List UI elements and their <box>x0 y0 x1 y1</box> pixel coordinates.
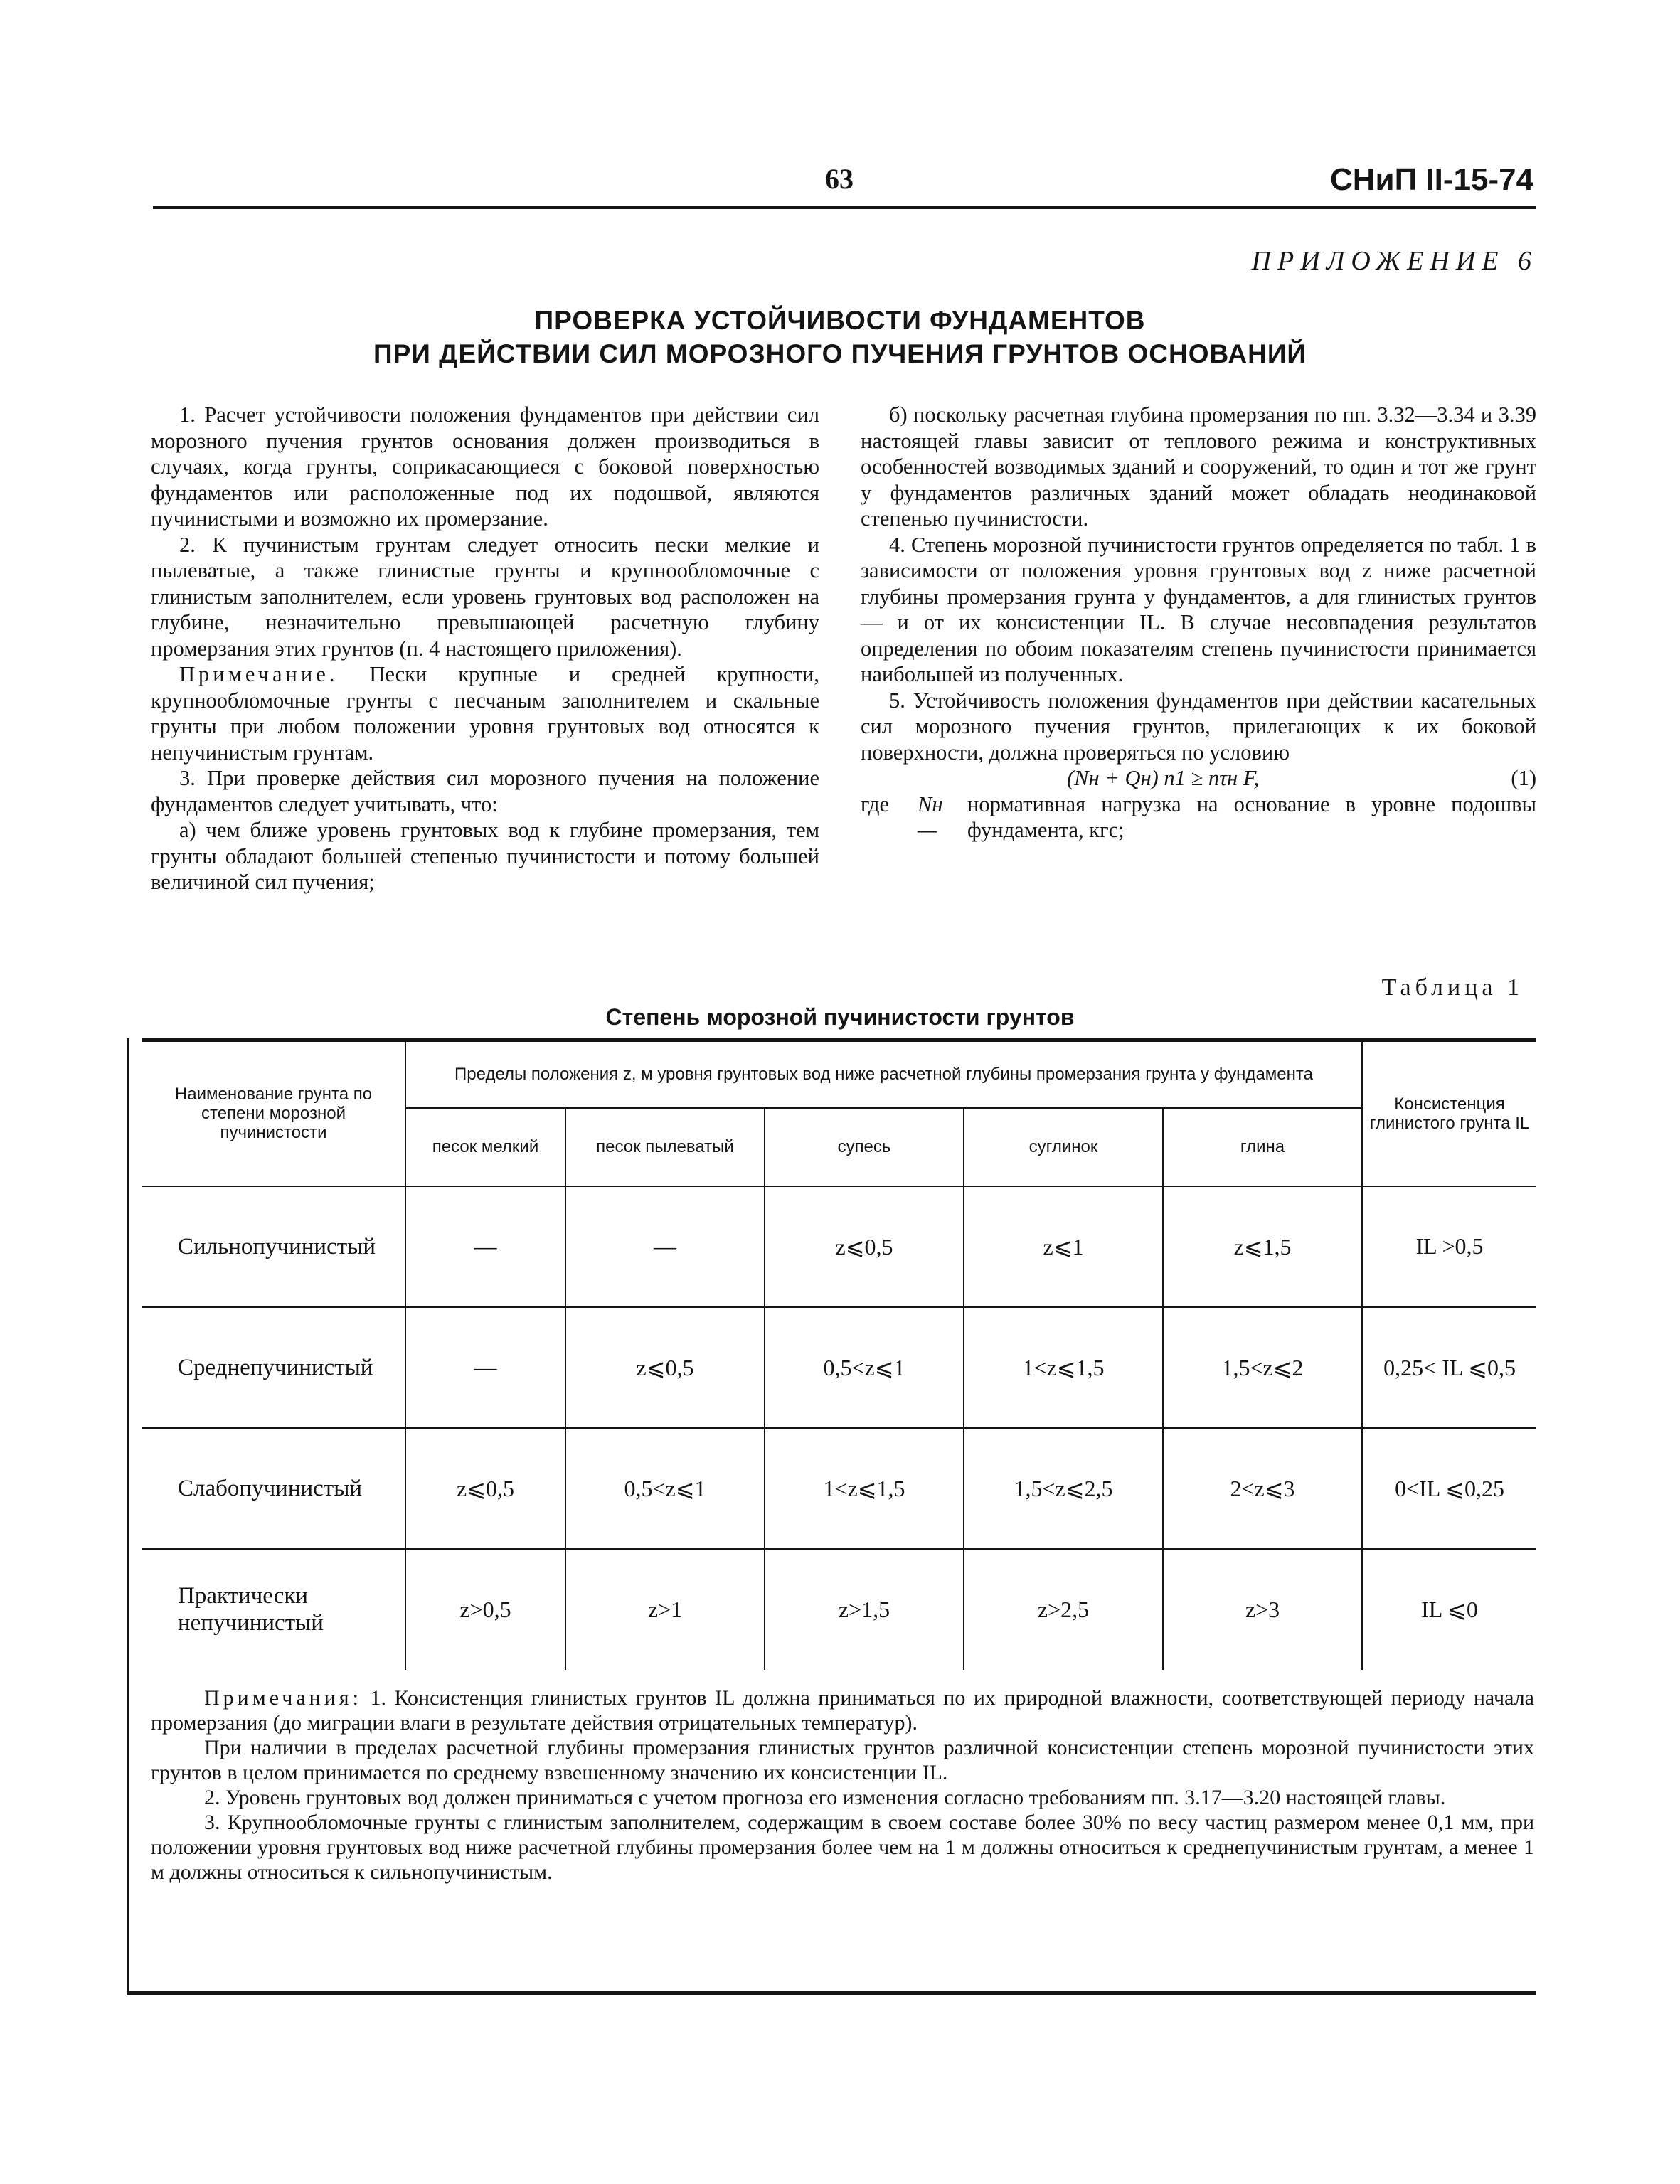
paragraph-3b: б) поскольку расчетная глубина промерзания по пп. 3.32—3.34 и 3.39 настоящей главы зависит от теплового режима и конструктивных особенностей возводимых зданий и сооружений, то один и тот же грунт у фундаментов различных зданий может обладать неодинаковой степенью пучинистости. <box>861 403 1536 531</box>
table-cell: z>3 <box>1163 1549 1362 1670</box>
table-header-row <box>142 1040 1536 1108</box>
formula-1 <box>861 765 1536 792</box>
table-cell: z>0,5 <box>405 1549 565 1670</box>
row-name: Сильнопучинистый <box>142 1186 405 1307</box>
table-row <box>142 1307 1536 1428</box>
table-cell: — <box>405 1307 565 1428</box>
table-cell: 1,5<z⩽2 <box>1163 1307 1362 1428</box>
right-text-column <box>861 402 1536 843</box>
subheader-sandy-loam: супесь <box>765 1108 964 1186</box>
row-name: Среднепучинистый <box>142 1307 405 1428</box>
table-cell: z⩽0,5 <box>565 1307 765 1428</box>
header-limits: Пределы положения z, м уровня грунтовых вод ниже расчетной глубины промерзания грунта у фундамента <box>405 1040 1362 1108</box>
page-number: 63 <box>825 163 854 195</box>
table-row <box>142 1549 1536 1670</box>
table-cell: IL ⩽0 <box>1362 1549 1536 1670</box>
paragraph-3a: а) чем ближе уровень грунтовых вод к глубине промерзания, тем грунты обладают большей степенью пучинистости и потому большей величиной сил пучения; <box>151 818 819 894</box>
paragraph-4: 4. Степень морозной пучинистости грунтов определяется по табл. 1 в зависимости от положения уровня грунтовых вод z ниже расчетной глубины промерзания грунта у фундаментов, а для глинистых грунтов — и от их консистенции IL. В случае несовпадения результатов определения по обоим показателям степень пучинистости принимается наибольшей из полученных. <box>861 532 1536 686</box>
table-cell: 0<IL ⩽0,25 <box>1362 1428 1536 1549</box>
left-text-column <box>151 402 819 895</box>
frost-heave-table <box>142 1038 1536 1670</box>
table-row <box>142 1428 1536 1549</box>
table-notes <box>151 1685 1534 1885</box>
subheader-clay: глина <box>1163 1108 1362 1186</box>
table-cell: 0,25< IL ⩽0,5 <box>1362 1307 1536 1428</box>
header-soil-name: Наименование грунта по степени морозной пучинистости <box>142 1040 405 1186</box>
table-cell: — <box>565 1186 765 1307</box>
table-cell: z⩽0,5 <box>405 1428 565 1549</box>
row-name: Слабопучинистый <box>142 1428 405 1549</box>
table-cell: 2<z⩽3 <box>1163 1428 1362 1549</box>
table-cell: z⩽1 <box>964 1186 1163 1307</box>
table-cell: 1<z⩽1,5 <box>765 1428 964 1549</box>
row-name: Практически непучинистый <box>142 1549 405 1670</box>
paragraph-5: 5. Устойчивость положения фундаментов при действии касательных сил морозного пучения грунтов, прилегающих к их боковой поверхности, должна проверяться по условию <box>861 688 1536 765</box>
table-cell: z>1 <box>565 1549 765 1670</box>
paragraph-1: 1. Расчет устойчивости положения фундаментов при действии сил морозного пучения грунтов основания должен производиться в случаях, когда грунты, соприкасающиеся с боковой поверхностью фундаментов или расположенные под их подошвой, являются пучинистыми и возможно их промерзание. <box>151 403 819 531</box>
note-3: 3. Крупнообломочные грунты с глинистым заполнителем, содержащим в своем составе более 30% по весу частиц размером менее 0,1 мм, при положении уровня грунтовых вод ниже расчетной глубины промерзания более чем на 1 м должны относиться к среднепучинистым грунтам, а менее 1 м должны относиться к сильнопучинистым. <box>151 1811 1534 1884</box>
page-title-line-2: ПРИ ДЕЙСТВИИ СИЛ МОРОЗНОГО ПУЧЕНИЯ ГРУНТОВ ОСНОВАНИЙ <box>373 339 1307 368</box>
table-title: Степень морозной пучинистости грунтов <box>605 1004 1075 1030</box>
table-cell: 0,5<z⩽1 <box>565 1428 765 1549</box>
subheader-sand-silty: песок пылеватый <box>565 1108 765 1186</box>
table-cell: z>1,5 <box>765 1549 964 1670</box>
header-rule <box>153 206 1536 209</box>
note-1 <box>151 1685 1534 1735</box>
table-row <box>142 1186 1536 1307</box>
table-cell: 1,5<z⩽2,5 <box>964 1428 1163 1549</box>
notes-label: Примечания: <box>204 1686 362 1710</box>
paragraph-3: 3. При проверке действия сил морозного пучения на положение фундаментов следует учитывать, что: <box>151 766 819 816</box>
table-cell: z⩽1,5 <box>1163 1186 1362 1307</box>
table-cell: — <box>405 1186 565 1307</box>
left-margin-rule <box>127 1038 129 1995</box>
note-label: Примечание. <box>179 662 339 686</box>
appendix-label: ПРИЛОЖЕНИЕ 6 <box>1251 246 1538 276</box>
paragraph-2: 2. К пучинистым грунтам следует относить пески мелкие и пылеватые, а также глинистые грунты и крупнообломочные с глинистым заполнителем, если уровень грунтовых вод расположен на глубине, незначительно превышающей расчетную глубину промерзания этих грунтов (п. 4 настоящего приложения). <box>151 532 819 661</box>
table-label: Таблица 1 <box>1381 974 1524 1001</box>
bottom-rule <box>128 1991 1536 1995</box>
table-cell: IL >0,5 <box>1362 1186 1536 1307</box>
note-2: 2. Уровень грунтовых вод должен приниматься с учетом прогноза его изменения согласно требованиям пп. 3.17—3.20 настоящей главы. <box>204 1786 1446 1809</box>
table-cell: z⩽0,5 <box>765 1186 964 1307</box>
note-1b: При наличии в пределах расчетной глубины промерзания глинистых грунтов различной консистенции степень морозной пучинистости этих грунтов в целом принимается по среднему взвешенному значению их консистенции IL. <box>151 1736 1534 1784</box>
note-text: Пески крупные и средней крупности, крупнообломочные грунты с песчаным заполнителем и скальные грунты при любом положении уровня грунтовых вод относятся к непучинистым грунтам. <box>151 662 819 765</box>
header-consistency: Консистенция глинистого грунта IL <box>1362 1040 1536 1186</box>
subheader-loam: суглинок <box>964 1108 1163 1186</box>
page-title-line-1: ПРОВЕРКА УСТОЙЧИВОСТИ ФУНДАМЕНТОВ <box>534 306 1146 335</box>
table-cell: z>2,5 <box>964 1549 1163 1670</box>
formula-number: (1) <box>1511 766 1536 790</box>
where-symbol: Nн — <box>918 792 943 842</box>
document-code: СНиП II-15-74 <box>1330 162 1534 197</box>
note-1-text: 1. Консистенция глинистых грунтов IL должна приниматься по их природной влажности, соответствующей периоду начала промерзания (до миграции влаги в результате действия отрицательных температур). <box>151 1686 1534 1735</box>
table-cell: 1<z⩽1,5 <box>964 1307 1163 1428</box>
formula-expression: (Nн + Qн) n1 ≥ nτн F, <box>1067 766 1260 790</box>
where-word: где <box>861 792 890 816</box>
subheader-sand-fine: песок мелкий <box>405 1108 565 1186</box>
where-text: нормативная нагрузка на основание в уровне подошвы фундамента, кгс; <box>967 792 1536 842</box>
table-cell: 0,5<z⩽1 <box>765 1307 964 1428</box>
note-paragraph <box>151 661 819 765</box>
where-definition <box>861 792 1536 843</box>
